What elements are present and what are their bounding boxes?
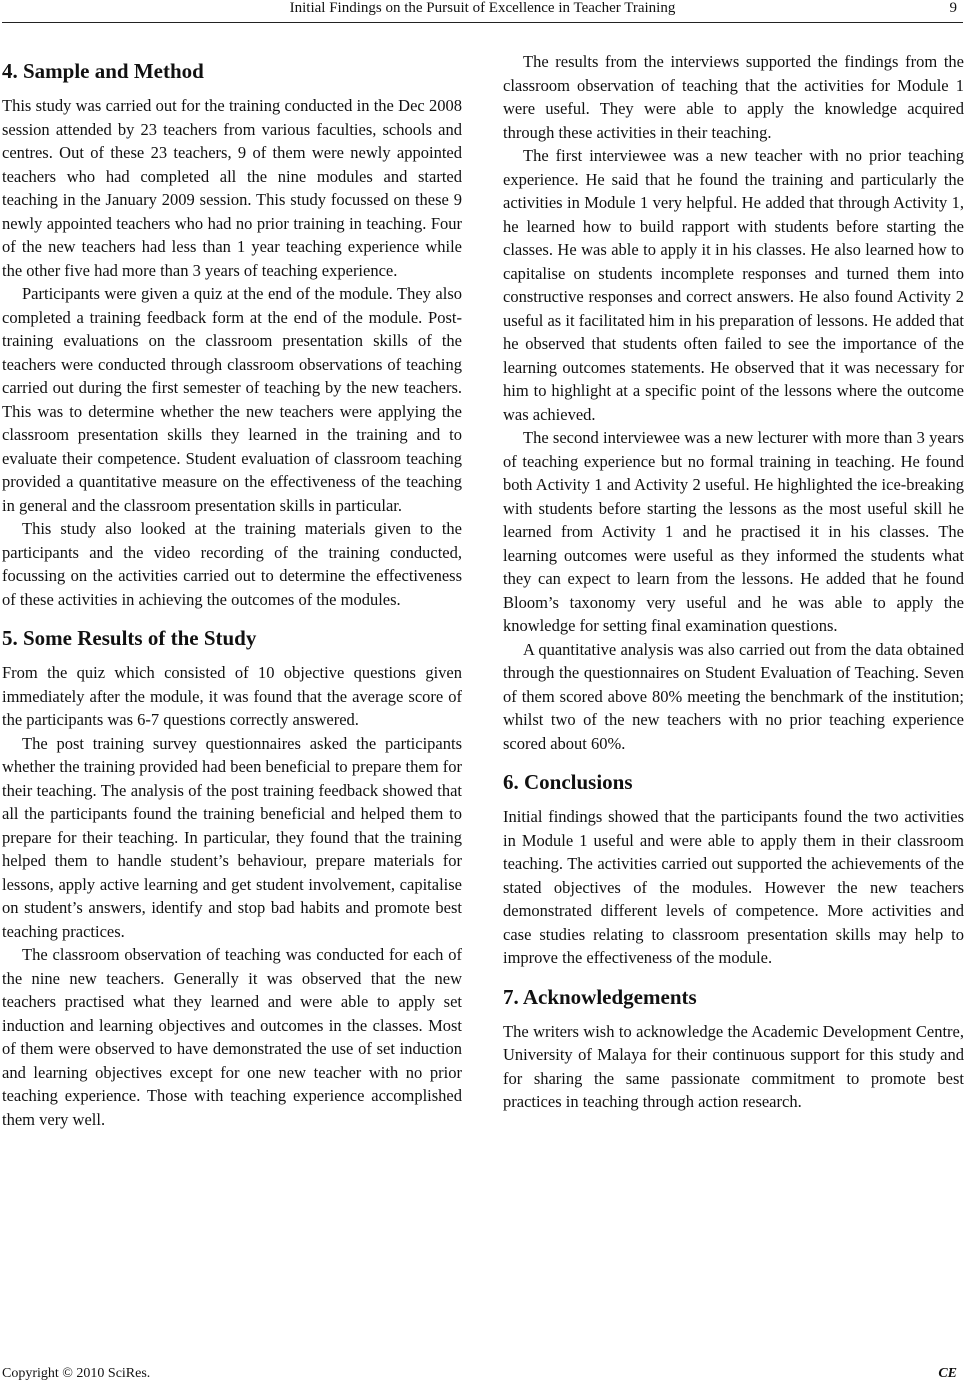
results-paragraph-3: The second interviewee was a new lecturer with more than 3 years of teaching experience but no formal training in teaching. He found both Activity 1 and Activity 2 useful. He highlighted the ice-breaking with students before starting the lessons as the most useful skill he learned from Activity 1 and he practised it in his classes. The learning outcomes were useful as they informed the students what they can expect to learn from the lessons. He added that he found Bloom’s taxonomy very useful and he was able to apply the knowledge for setting final examination questions. [503,428,964,635]
results-paragraph-2: The first interviewee was a new teacher with no prior teaching experience. He said that he found the training and particularly the activities in Module 1 very helpful. He added that through Activity 1, he learned how to build rapport with students before starting the classes. He was able to apply it in his classes. He also learned how to capitalise on students incomplete responses and turned them into constructive responses and correct answers. He also found Activity 2 useful as it facilitated him in his preparation of lessons. He added that he observed that students often failed to see the importance of the learning outcomes statements. He observed that it was necessary for him to highlight at a specific point of the lessons where the outcome was achieved. [503,146,964,424]
section-5-paragraph-3: The classroom observation of teaching was conducted for each of the nine new teachers. Generally it was observed that the new teachers practised what they learned and were able to apply set induction and learning objectives and outcomes in the classes. Most of them were observed to have demonstrated the use of set induction and learning objectives except for one new teacher with no prior teaching experience. Those with teaching experience accomplished them very well. [2,945,462,1129]
section-4-paragraph-2: Participants were given a quiz at the end of the module. They also completed a training feedback form at the end of the module. Post-training evaluations on the classroom presentation skills of the teachers were conducted through classroom observations of teaching carried out during the first semester of teaching by the new teachers. This was to determine whether the new teachers were applying the classroom presentation skills they learned in the training and to evaluate their competence. Student evaluation of classroom teaching provided a quantitative measure on the effectiveness of the teaching in general and the classroom presentation skills in particular. [2,284,462,515]
section-5-paragraph-2: The post training survey questionnaires asked the participants whether the training provided had been beneficial to prepare them for their teaching. The analysis of the post training feedback showed that all the participants found the training beneficial and helped them to prepare for their teaching. In particular, they found that the training helped them to handle student’s behaviour, prepare materials for lessons, apply active learning and get student involvement, capitalise on student’s answers, identify and stop bad habits and promote best teaching practices. [2,733,462,941]
section-4-paragraph-3: This study also looked at the training materials given to the participants and the video recording of the training conducted, focussing on the activities carried out to determine the effectiveness of these activities in achieving the outcomes of the modules. [2,519,462,609]
section-7-paragraph-1: The writers wish to acknowledge the Academic Development Centre, University of Malaya for their continuous support for this study and for sharing the same passionate commitment to promote best practices in teaching through action research. [503,1021,964,1111]
section-5-heading: 5. Some Results of the Study [2,626,257,650]
left-column [2,50,462,1131]
page-number: 9 [949,0,957,16]
section-4-heading: 4. Sample and Method [2,59,204,83]
section-6-heading: 6. Conclusions [503,770,633,794]
results-paragraph-4: A quantitative analysis was also carried out from the data obtained through the questionnaires on Student Evaluation of Teaching. Seven of them scored above 80% meeting the benchmark of the institution; whilst two of the new teachers with no prior teaching experience scored about 60%. [503,639,964,753]
running-title: Initial Findings on the Pursuit of Excellence in Teacher Training [289,0,676,16]
right-column [503,50,964,1114]
header-rule [2,22,963,23]
copyright-notice: Copyright © 2010 SciRes. [2,1366,151,1381]
results-paragraph-1: The results from the interviews supported the findings from the classroom observation of teaching that the activities for Module 1 were useful. They were able to apply the knowledge acquired through these activities in their teaching. [503,52,964,142]
section-7-heading: 7. Acknowledgements [503,984,697,1009]
section-5-paragraph-1: From the quiz which consisted of 10 objective questions given immediately after the module, it was found that the average score of the participants was 6-7 questions correctly answered. [2,663,462,729]
section-6-paragraph-1: Initial findings showed that the participants found the two activities in Module 1 useful and were able to apply them in their classroom teaching. The activities carried out supported the achievements of the stated objectives of the modules. However the new teachers demonstrated different levels of competence. More activities and case studies relating to classroom presentation skills may help to improve the effectiveness of the module. [503,807,964,967]
page-footer [0,1366,965,1386]
section-4-paragraph-1: This study was carried out for the training conducted in the Dec 2008 session attended by 23 teachers from various faculties, schools and centres. Out of these 23 teachers, 9 of them were newly appointed teachers who had completed all the nine modules and started teaching in the January 2009 session. This study focussed on these 9 newly appointed teachers who had no prior training in teaching. Four of the new teachers had less than 1 year teaching experience while the other five had more than 3 years of teaching experience. [2,96,462,280]
running-header [0,0,965,22]
journal-abbreviation: CE [938,1366,957,1381]
